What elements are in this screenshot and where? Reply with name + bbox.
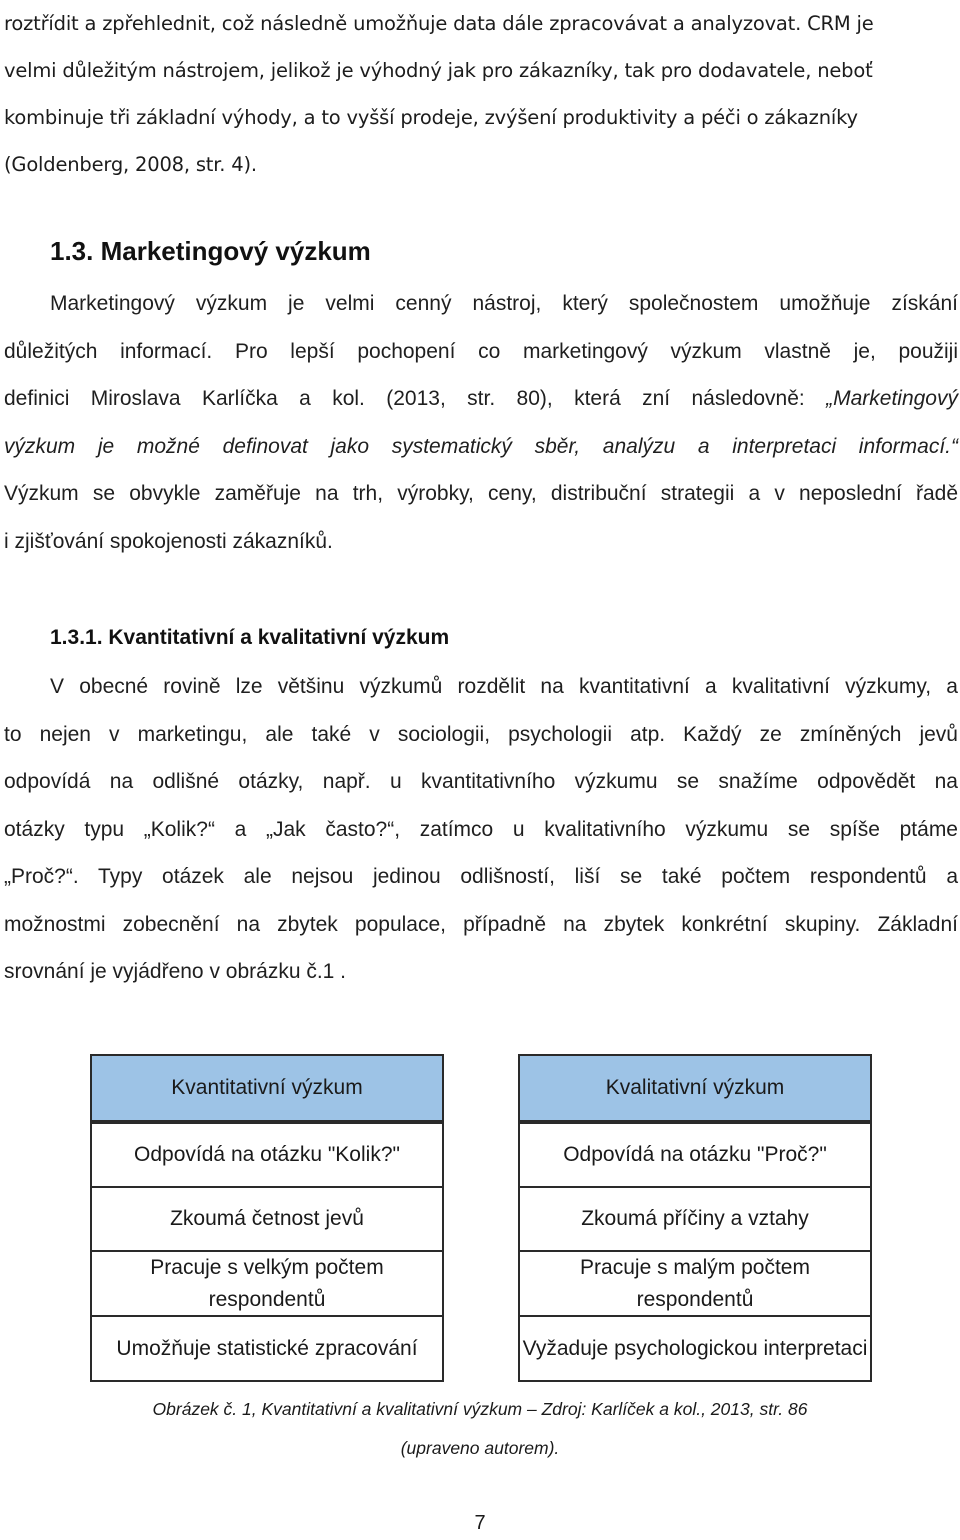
paragraph-line: odpovídá na odlišné otázky, např. u kvantitativního výzkumu se snažíme odpovědět na (4, 770, 958, 793)
quantitative-item: Zkoumá četnost jevů (90, 1186, 444, 1252)
intro-line: kombinuje tři základní výhody, a to vyšší prodeje, zvýšení produktivity a péči o zákazníky (4, 106, 858, 129)
qualitative-item: Zkoumá příčiny a vztahy (518, 1186, 872, 1252)
paragraph-line: to nejen v marketingu, ale také v sociologii, psychologii atp. Každý ze zmíněných jevů (4, 722, 958, 746)
quantitative-item: Pracuje s velkým počtem respondentů (90, 1250, 444, 1317)
paragraph-line: otázky typu „Kolik?“ a „Jak často?“, zatímco u kvalitativního výzkumu se spíše ptáme (4, 817, 958, 841)
section-heading: 1.3. Marketingový výzkum (50, 236, 371, 266)
section-paragraph (4, 280, 958, 565)
paragraph-line: důležitých informací. Pro lepší pochopení co marketingový výzkum vlastně je, použiji (4, 339, 958, 363)
quantitative-item: Umožňuje statistické zpracování (90, 1315, 444, 1382)
qualitative-item: Vyžaduje psychologickou interpretaci (518, 1315, 872, 1382)
subsection-heading: 1.3.1. Kvantitativní a kvalitativní výzkum (50, 626, 450, 649)
paragraph-line: možnostmi zobecnění na zbytek populace, případně na zbytek konkrétní skupiny. Základní (4, 912, 958, 936)
paragraph-line: srovnání je vyjádřeno v obrázku č.1 . (4, 960, 347, 983)
paragraph-line: Výzkum se obvykle zaměřuje na trh, výrobky, ceny, distribuční strategii a v neposlední řadě (4, 482, 958, 505)
paragraph-line: Marketingový výzkum je velmi cenný nástroj, který společnostem umožňuje získání (50, 292, 958, 315)
paragraph-line: „Proč?“. Typy otázek ale nejsou jedinou odlišností, liší se také počtem respondentů a (4, 865, 958, 888)
intro-line: roztřídit a zpřehlednit, což následně umožňuje data dále zpracovávat a analyzovat. CRM je (4, 12, 874, 35)
qualitative-header: Kvalitativní výzkum (518, 1054, 872, 1122)
page-number: 7 (474, 1512, 486, 1534)
paragraph-text: definici Miroslava Karlíčka a kol. (2013, str. 80), která zní následovně: (4, 387, 827, 410)
subsection-paragraph (4, 663, 958, 996)
quote-line: výzkum je možné definovat jako systematický sběr, analýzu a interpretaci informací.“ (4, 434, 958, 458)
paragraph-line (4, 375, 958, 423)
quantitative-header: Kvantitativní výzkum (90, 1054, 444, 1122)
figure-caption: Obrázek č. 1, Kvantitativní a kvalitativní výzkum – Zdroj: Karlíček a kol., 2013, str. 86 (152, 1399, 808, 1419)
paragraph-line: i zjišťování spokojenosti zákazníků. (4, 529, 333, 553)
figure-caption-continued: (upraveno autorem). (400, 1438, 560, 1458)
quote-start: „Marketingový (826, 387, 958, 410)
qualitative-item: Pracuje s malým počtem respondentů (518, 1250, 872, 1317)
paragraph-line: V obecné rovině lze většinu výzkumů rozdělit na kvantitativní a kvalitativní výzkumy, a (50, 675, 958, 698)
qualitative-item: Odpovídá na otázku "Proč?" (518, 1122, 872, 1188)
intro-line: (Goldenberg, 2008, str. 4). (4, 153, 257, 176)
intro-paragraph (4, 0, 956, 188)
quantitative-item: Odpovídá na otázku "Kolik?" (90, 1122, 444, 1188)
intro-line: velmi důležitým nástrojem, jelikož je výhodný jak pro zákazníky, tak pro dodavatele, neboť (4, 59, 873, 82)
